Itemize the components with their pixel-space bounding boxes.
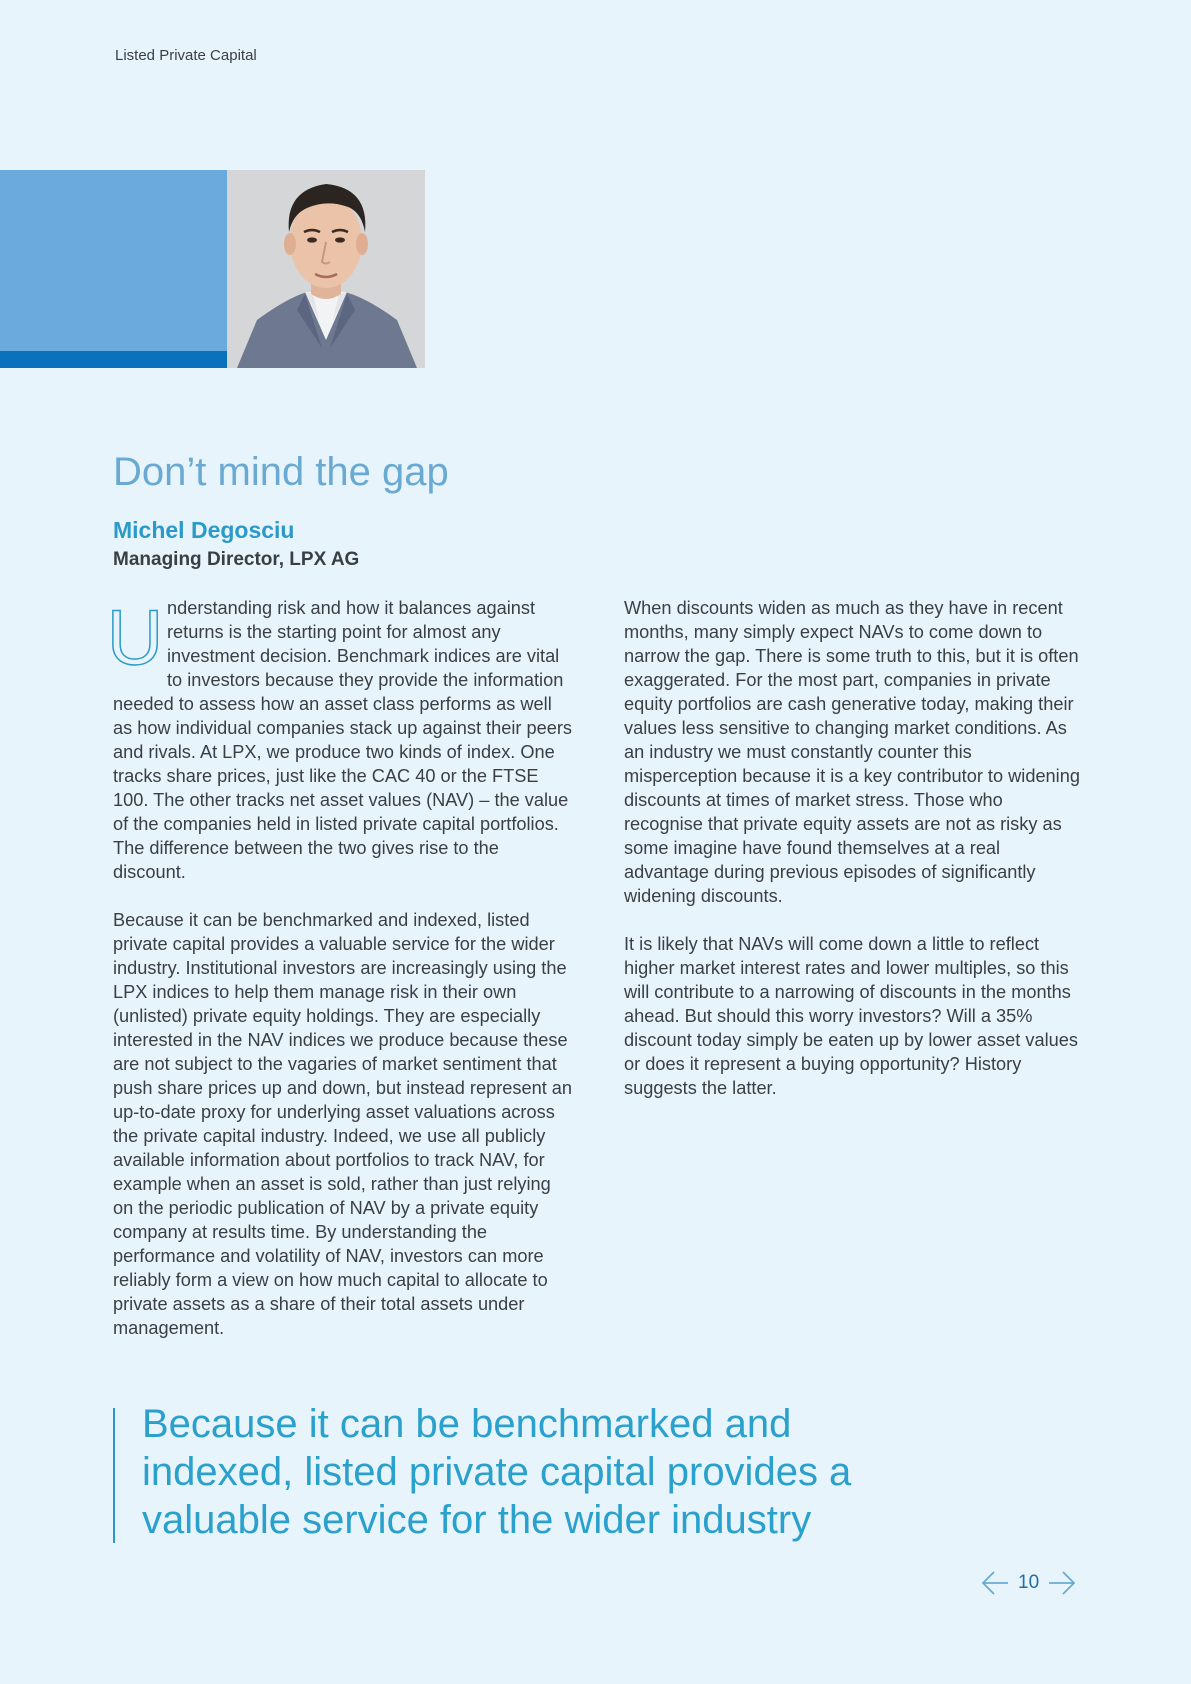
paragraph-text: nderstanding risk and how it balances against returns is the starting point for almost any investment decision. Benchmark indices are vital to investors because they provide the information needed to assess how an asset class performs as well as how individual companies stack up against their peers and rivals. At LPX, we produce two kinds of index. One tracks share prices, just like the CAC 40 or the FTSE 100. The other tracks net asset values (NAV) – the value of the companies held in listed private capital portfolios. The difference between the two gives rise to the discount. <box>113 598 572 882</box>
article-paragraph: Because it can be benchmarked and indexed, listed private capital provides a valuable service for the wider industry. Institutional investors are increasingly using the LPX indices to help them manage risk in their own (unlisted) private equity holdings. They are especially interested in the NAV indices we produce because these are not subject to the vagaries of market sentiment that push share prices up and down, but instead represent an up-to-date proxy for underlying asset valuations across the private capital industry. Indeed, we use all publicly available information about portfolios to track NAV, for example when an asset is sold, rather than just relying on the periodic publication of NAV by a private equity company at results time. By understanding the performance and volatility of NAV, investors can more reliably form a view on how much capital to allocate to private assets as a share of their total assets under management. <box>113 910 573 1338</box>
page-number: 10 <box>1018 1572 1040 1593</box>
decorative-blue-stripe <box>0 351 227 368</box>
author-portrait <box>227 170 425 368</box>
page-navigation <box>980 1568 1077 1598</box>
arrow-left-icon[interactable] <box>980 1568 1010 1598</box>
pull-quote-rule <box>113 1408 115 1543</box>
arrow-right-icon[interactable] <box>1047 1568 1077 1598</box>
article-paragraph: When discounts widen as much as they have in recent months, many simply expect NAVs to come down to narrow the gap. There is some truth to this, but it is often exaggerated. For the most part, companies in private equity portfolios are cash generative today, making their values less sensitive to changing market conditions. As an industry we must constantly counter this misperception because it is a key contributor to widening discounts at times of market stress. Those who recognise that private equity assets are not as risky as some imagine have found themselves at a real advantage during previous episodes of significantly widening discounts. <box>624 598 1080 906</box>
svg-text:U: U <box>106 593 164 681</box>
article-column-left <box>106 593 573 1364</box>
article-paragraph <box>106 593 573 884</box>
author-name: Michel Degosciu <box>113 517 295 543</box>
author-role: Managing Director, LPX AG <box>113 549 360 570</box>
dropcap-letter <box>106 593 164 681</box>
article-paragraph: It is likely that NAVs will come down a little to reflect higher market interest rates and lower multiples, so this will contribute to a narrowing of discounts in the months ahead. But should this worry investors? Will a 35% discount today simply be eaten up by lower asset values or does it represent a buying opportunity? History suggests the latter. <box>624 934 1078 1098</box>
pull-quote: Because it can be benchmarked and indexed, listed private capital provides a valuable service for the wider industry <box>142 1402 852 1542</box>
running-title: Listed Private Capital <box>115 47 257 64</box>
article-title: Don’t mind the gap <box>113 450 449 494</box>
article-column-right <box>624 596 1084 1124</box>
decorative-blue-block <box>0 170 227 368</box>
